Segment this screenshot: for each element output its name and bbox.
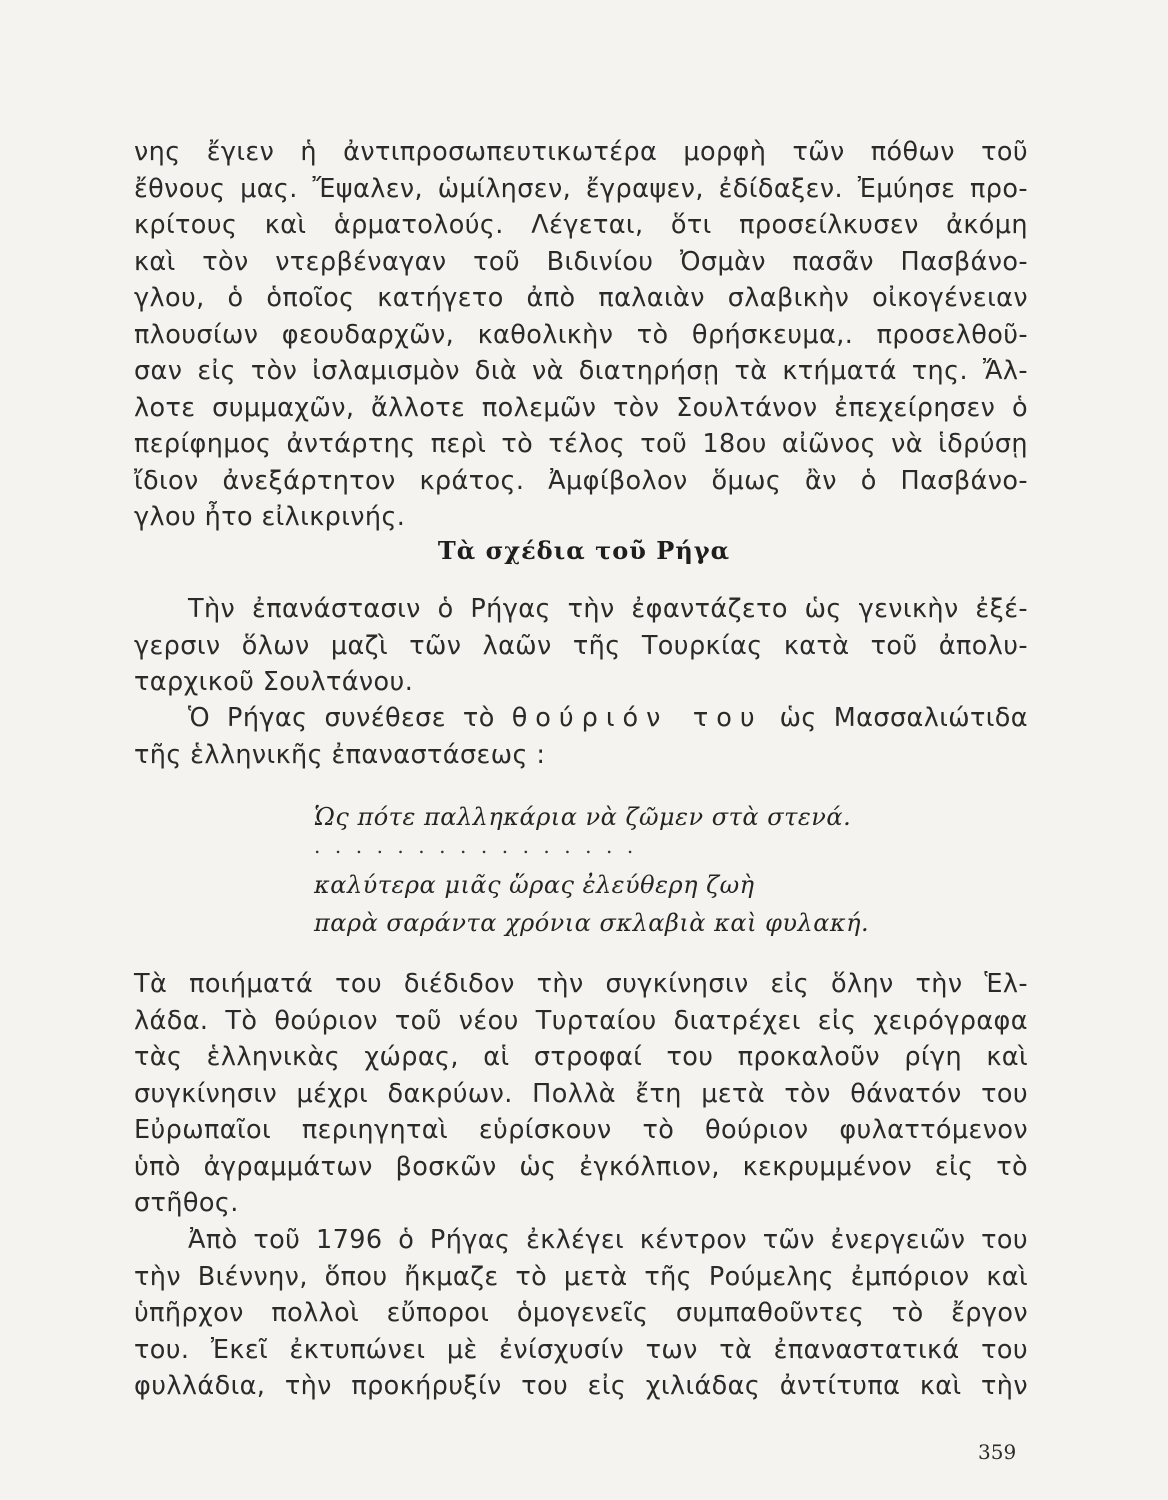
- text-line: Τὴν ἐπανάστασιν ὁ Ρήγας τὴν ἐφαντάζετο ὡς γενικὴν ἐξέ-: [188, 594, 1028, 624]
- paragraph-5: [134, 1222, 1028, 1405]
- text-line: ἴδιον ἀνεξάρτητον κράτος. Ἀμφίβολον ὅμως ἂν ὁ Πασβάνο-: [134, 465, 1028, 496]
- text-line: πλουσίων φεουδαρχῶν, καθολικὴν τὸ θρήσκευμα,. προσελθοῦ-: [134, 319, 1028, 350]
- text-line: λοτε συμμαχῶν, ἄλλοτε πολεμῶν τὸν Σουλτάνον ἐπεχείρησεν ὁ: [134, 392, 1028, 423]
- text-line: στῆθος.: [134, 1188, 239, 1218]
- verse-ellipsis: ................: [314, 834, 648, 858]
- text-line: ὑπῆρχον πολλοὶ εὔποροι ὁμογενεῖς συμπαθοῦντες τὸ ἔργον: [134, 1298, 1028, 1328]
- text-line: κρίτους καὶ ἁρματολούς. Λέγεται, ὅτι προσείλκυσεν ἀκόμη: [134, 210, 1028, 240]
- text-line: τὰς ἑλληνικὰς χώρας, αἱ στροφαί του προκαλοῦν ρίγη καὶ: [134, 1042, 1028, 1072]
- paragraph-3: [134, 700, 1028, 773]
- text-line: καὶ τὸν ντερβέναγαν τοῦ Βιδινίου Ὀσμὰν πασᾶν Πασβάνο-: [134, 246, 1028, 277]
- text-line: Εὐρωπαῖοι περιηγηταὶ εὑρίσκουν τὸ θούριον φυλαττόμενον: [134, 1115, 1028, 1145]
- text-line: λάδα. Τὸ θούριον τοῦ νέου Τυρταίου διατρέχει εἰς χειρόγραφα: [134, 1005, 1028, 1036]
- text-line: νης ἔγιεν ἡ ἀντιπροσωπευτικωτέρα μορφὴ τῶν πόθων τοῦ: [134, 137, 1028, 167]
- text-line: περίφημος ἀντάρτης περὶ τὸ τέλος τοῦ 18ου αἰῶνος νὰ ἱδρύσῃ: [134, 429, 1028, 459]
- text-line: Τὰ ποιήματά του διέδιδον τὴν συγκίνησιν εἰς ὅλην τὴν Ἑλ-: [134, 969, 1028, 999]
- text-line: του. Ἐκεῖ ἐκτυπώνει μὲ ἐνίσχυσίν των τὰ ἐπαναστατικά του: [134, 1334, 1028, 1365]
- emphasized-title: θούριόν του: [511, 703, 763, 733]
- text-line: συγκίνησιν μέχρι δακρύων. Πολλὰ ἔτη μετὰ τὸν θάνατόν του: [134, 1078, 1028, 1109]
- text-line: τὴν Βιέννην, ὅπου ἤκμαζε τὸ μετὰ τῆς Ρούμελης ἐμπόριον καὶ: [134, 1261, 1028, 1292]
- verse-quote: [314, 798, 874, 942]
- text-line: σαν εἰς τὸν ἰσλαμισμὸν διὰ νὰ διατηρήσῃ τὰ κτήματά της. Ἄλ-: [134, 356, 1028, 386]
- paragraph-4: [134, 966, 1028, 1222]
- text-line: γλου, ὁ ὁποῖος κατήγετο ἀπὸ παλαιὰν σλαβικὴν οἰκογένειαν: [134, 283, 1028, 313]
- text-line: ἔθνους μας. Ἔψαλεν, ὡμίλησεν, ἔγραψεν, ἐδίδαξεν. Ἐμύησε προ-: [134, 173, 1028, 204]
- text-line: ὑπὸ ἀγραμμάτων βοσκῶν ὡς ἐγκόλπιον, κεκρυμμένον εἰς τὸ: [134, 1151, 1028, 1182]
- text-fragment: Ὁ Ρήγας συνέθεσε τὸ: [188, 703, 512, 733]
- paragraph-2: [134, 591, 1028, 701]
- text-line: γλου ἦτο εἰλικρινής.: [134, 502, 406, 532]
- section-heading: Τὰ σχέδια τοῦ Ρήγα: [437, 536, 731, 565]
- verse-line: Ὡς πότε παλληκάρια νὰ ζῶμεν στὰ στενά.: [314, 803, 852, 831]
- page-number: 359: [978, 1440, 1017, 1464]
- text-fragment: ὡς Μασσαλιώτιδα: [762, 703, 1028, 733]
- text-line: τῆς ἑλληνικῆς ἐπαναστάσεως :: [134, 739, 546, 770]
- verse-line: παρὰ σαράντα χρόνια σκλαβιὰ καὶ φυλακή.: [314, 909, 870, 937]
- paragraph-1: [134, 134, 1028, 536]
- text-line: ταρχικοῦ Σουλτάνου.: [134, 667, 414, 697]
- text-line: Ἀπὸ τοῦ 1796 ὁ Ρήγας ἐκλέγει κέντρον τῶν ἐνεργειῶν του: [188, 1225, 1028, 1255]
- verse-line: καλύτερα μιᾶς ὥρας ἐλεύθερη ζωὴ: [314, 871, 755, 899]
- text-line: [134, 700, 1028, 737]
- text-line: γερσιν ὅλων μαζὶ τῶν λαῶν τῆς Τουρκίας κατὰ τοῦ ἀπολυ-: [134, 630, 1028, 661]
- text-line: φυλλάδια, τὴν προκήρυξίν του εἰς χιλιάδας ἀντίτυπα καὶ τὴν: [134, 1371, 1028, 1401]
